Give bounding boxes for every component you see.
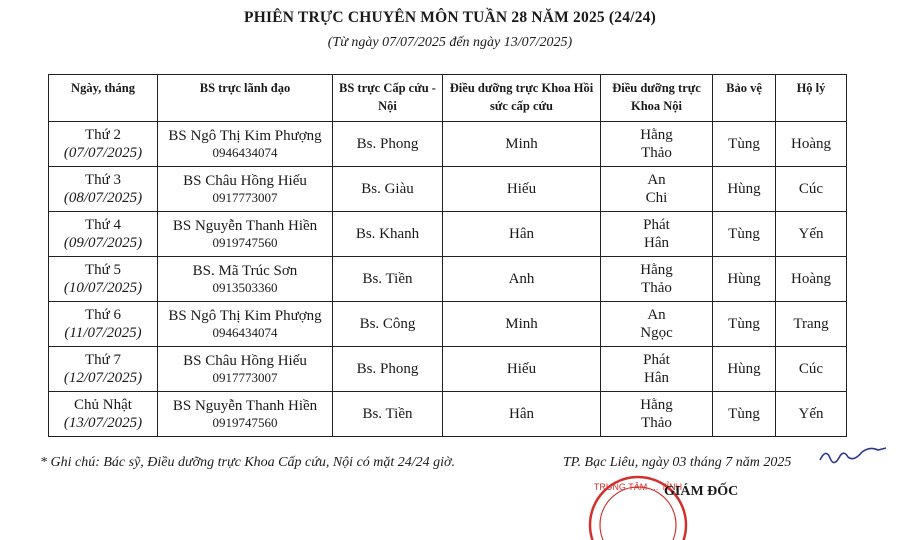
signer-title: GIÁM ĐỐC <box>664 484 739 499</box>
cell-day: Thứ 6 (11/07/2025) <box>49 302 158 347</box>
footer-place-date: TP. Bạc Liêu, ngày 03 tháng 7 năm 2025 <box>563 455 792 470</box>
table-row <box>49 212 847 257</box>
cell-er-doctor: Bs. Phong <box>333 122 443 167</box>
cell-orderly: Cúc <box>776 167 847 212</box>
cell-leader: BS Nguyễn Thanh Hiền 0919747560 <box>158 392 333 437</box>
cell-internal-nurse: An Chi <box>601 167 713 212</box>
signature-icon <box>818 442 888 470</box>
cell-icu-nurse: Minh <box>443 302 601 347</box>
header-internal-nurse: Điều dưỡng trực Khoa Nội <box>601 75 713 122</box>
cell-icu-nurse: Hiếu <box>443 167 601 212</box>
cell-day: Thứ 5 (10/07/2025) <box>49 257 158 302</box>
header-icu-nurse: Điều dưỡng trực Khoa Hồi sức cấp cứu <box>443 75 601 122</box>
cell-er-doctor: Bs. Tiền <box>333 392 443 437</box>
cell-er-doctor: Bs. Công <box>333 302 443 347</box>
cell-security: Hùng <box>713 347 776 392</box>
cell-internal-nurse: Hằng Thảo <box>601 392 713 437</box>
cell-leader: BS Nguyễn Thanh Hiền 0919747560 <box>158 212 333 257</box>
cell-er-doctor: Bs. Phong <box>333 347 443 392</box>
cell-day: Thứ 7 (12/07/2025) <box>49 347 158 392</box>
cell-security: Hùng <box>713 257 776 302</box>
cell-icu-nurse: Minh <box>443 122 601 167</box>
document-title: PHIÊN TRỰC CHUYÊN MÔN TUẦN 28 NĂM 2025 (24/24) <box>244 9 656 26</box>
duty-roster-table <box>48 74 847 437</box>
table-row <box>49 347 847 392</box>
cell-orderly: Yến <box>776 392 847 437</box>
cell-internal-nurse: An Ngọc <box>601 302 713 347</box>
cell-icu-nurse: Hân <box>443 392 601 437</box>
cell-day: Chủ Nhật (13/07/2025) <box>49 392 158 437</box>
cell-icu-nurse: Hân <box>443 212 601 257</box>
cell-security: Hùng <box>713 167 776 212</box>
cell-day: Thứ 4 (09/07/2025) <box>49 212 158 257</box>
cell-internal-nurse: Phát Hân <box>601 212 713 257</box>
header-day: Ngày, tháng <box>49 75 158 122</box>
table-row <box>49 392 847 437</box>
cell-leader: BS Ngô Thị Kim Phượng 0946434074 <box>158 122 333 167</box>
cell-orderly: Cúc <box>776 347 847 392</box>
cell-orderly: Trang <box>776 302 847 347</box>
cell-er-doctor: Bs. Giàu <box>333 167 443 212</box>
table-row <box>49 122 847 167</box>
cell-security: Tùng <box>713 122 776 167</box>
table-header-row <box>49 75 847 122</box>
cell-icu-nurse: Hiếu <box>443 347 601 392</box>
table-row <box>49 167 847 212</box>
header-er-doctor: BS trực Cấp cứu - Nội <box>333 75 443 122</box>
cell-day: Thứ 3 (08/07/2025) <box>49 167 158 212</box>
footer-note: * Ghi chú: Bác sỹ, Điều dưỡng trực Khoa Cấp cứu, Nội có mặt 24/24 giờ. <box>40 455 456 470</box>
cell-internal-nurse: Hằng Thảo <box>601 257 713 302</box>
official-stamp-icon <box>583 470 693 540</box>
cell-er-doctor: Bs. Khanh <box>333 212 443 257</box>
header-orderly: Hộ lý <box>776 75 847 122</box>
cell-security: Tùng <box>713 392 776 437</box>
svg-text:TRUNG TÂM … TỈNH: TRUNG TÂM … TỈNH <box>593 482 683 492</box>
cell-security: Tùng <box>713 212 776 257</box>
cell-leader: BS Châu Hồng Hiếu 0917773007 <box>158 167 333 212</box>
cell-day: Thứ 2 (07/07/2025) <box>49 122 158 167</box>
cell-internal-nurse: Hằng Thảo <box>601 122 713 167</box>
header-leader: BS trực lãnh đạo <box>158 75 333 122</box>
cell-internal-nurse: Phát Hân <box>601 347 713 392</box>
cell-leader: BS Châu Hồng Hiếu 0917773007 <box>158 347 333 392</box>
cell-icu-nurse: Anh <box>443 257 601 302</box>
cell-orderly: Yến <box>776 212 847 257</box>
table-row <box>49 257 847 302</box>
header-security: Bảo vệ <box>713 75 776 122</box>
cell-orderly: Hoàng <box>776 257 847 302</box>
cell-er-doctor: Bs. Tiền <box>333 257 443 302</box>
table-row <box>49 302 847 347</box>
cell-orderly: Hoàng <box>776 122 847 167</box>
cell-security: Tùng <box>713 302 776 347</box>
document-subtitle: (Từ ngày 07/07/2025 đến ngày 13/07/2025) <box>327 35 573 50</box>
cell-leader: BS. Mã Trúc Sơn 0913503360 <box>158 257 333 302</box>
cell-leader: BS Ngô Thị Kim Phượng 0946434074 <box>158 302 333 347</box>
